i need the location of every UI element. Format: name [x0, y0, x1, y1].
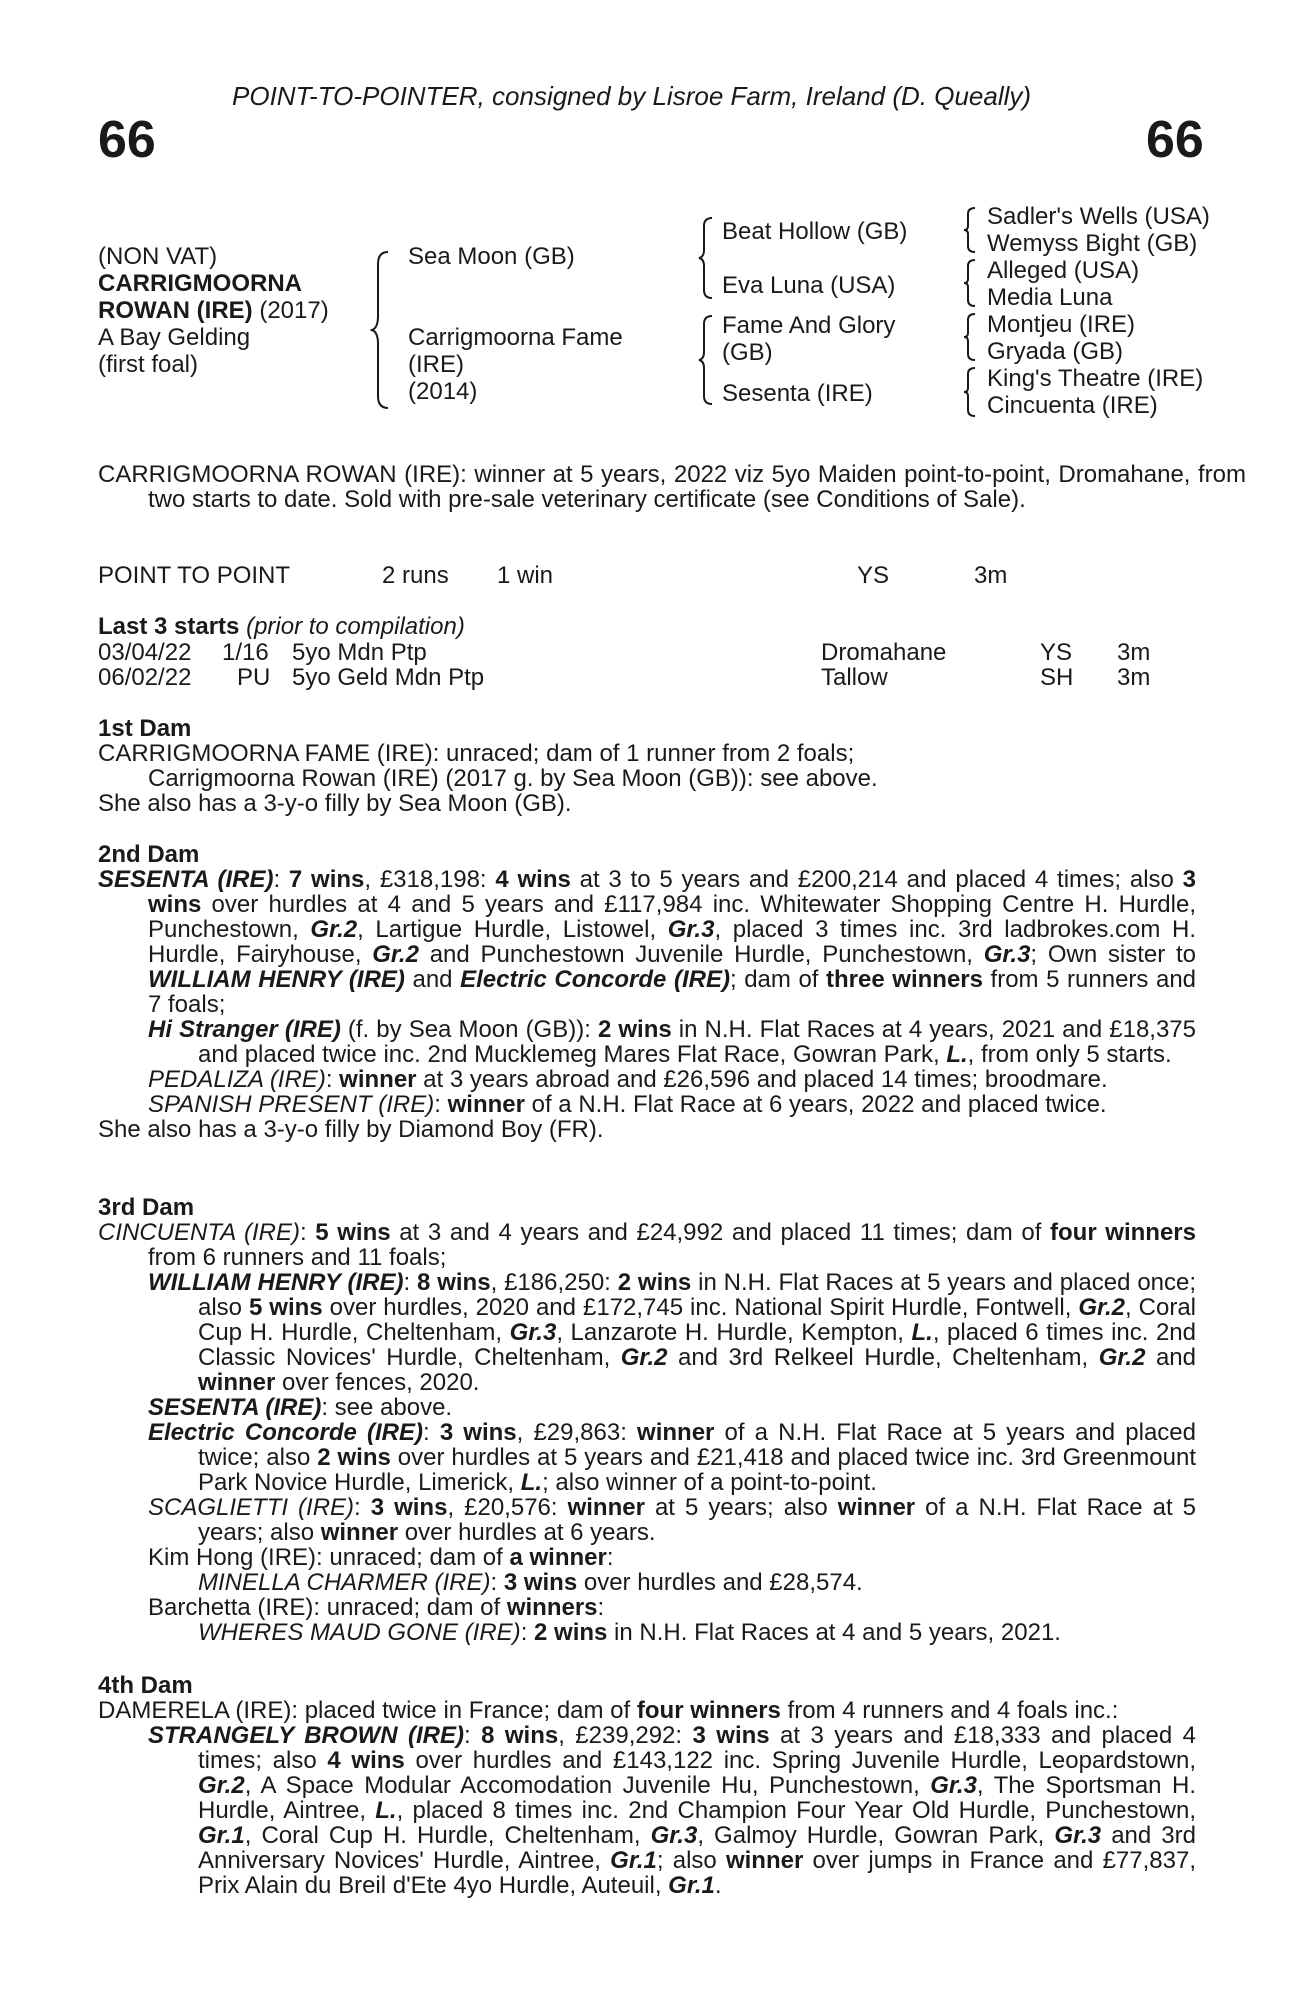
grade: L.	[911, 1319, 933, 1346]
fourth-dam-heading: 4th Dam	[98, 1672, 193, 1699]
strangely-brown-paragraph	[98, 1723, 1196, 1898]
winners-count: four winners	[1050, 1219, 1196, 1246]
start-position: PU	[237, 664, 271, 691]
text: DAMERELA (IRE): placed twice in France; dam of	[98, 1697, 637, 1724]
text: :	[520, 1619, 535, 1646]
grade: Gr.1	[198, 1822, 245, 1849]
text: , placed 3 times inc. 3rd ladbrokes.com H. Hurdle, Fairyhouse,	[148, 916, 1196, 968]
start-course: Dromahane	[821, 639, 947, 666]
wins: 3 wins	[439, 1419, 517, 1446]
text: ; also	[656, 1847, 726, 1874]
wins: 7 wins	[288, 866, 365, 893]
wins: 3 wins	[692, 1722, 770, 1749]
text: and	[404, 966, 461, 993]
text: and 3rd Anniversary Novices' Hurdle, Aintree,	[198, 1822, 1196, 1874]
winner: winner	[725, 1847, 804, 1874]
grade: Gr.2	[1098, 1344, 1146, 1371]
dam-line1: Carrigmoorna Fame	[408, 324, 623, 351]
text: over hurdles, 2020 and £172,745 inc. National Spirit Hurdle, Fontwell,	[322, 1294, 1079, 1321]
text: Kim Hong (IRE): unraced; dam of	[148, 1544, 510, 1571]
progeny-name: WILLIAM HENRY (IRE)	[148, 1269, 404, 1296]
scaglietti-paragraph	[98, 1495, 1196, 1545]
wins: 2 wins	[317, 1444, 391, 1471]
sire-sire: Beat Hollow (GB)	[722, 218, 908, 245]
brace-g1	[962, 206, 978, 254]
text: , from only 5 starts.	[967, 1041, 1172, 1068]
start-date: 03/04/22	[98, 639, 192, 666]
sesenta-ref-line	[98, 1395, 1196, 1420]
text: in N.H. Flat Races at 4 and 5 years, 2021.	[607, 1619, 1061, 1646]
brace-sire-parents	[697, 216, 715, 300]
grade: Gr.3	[650, 1822, 698, 1849]
last-starts-heading-line	[98, 614, 465, 639]
text: :	[403, 1269, 418, 1296]
third-dam-heading: 3rd Dam	[98, 1194, 195, 1221]
brace-parents	[370, 250, 392, 410]
wins: 4 wins	[327, 1747, 405, 1774]
dam-name: CINCUENTA (IRE)	[98, 1219, 300, 1246]
text: , Coral Cup H. Hurdle, Cheltenham,	[244, 1822, 651, 1849]
winner: winner	[339, 1066, 417, 1093]
wins: 3 wins	[148, 866, 1197, 918]
start-distance: 3m	[1117, 664, 1151, 691]
text: , Lanzarote H. Hurdle, Kempton,	[556, 1319, 912, 1346]
text: , Galmoy Hurdle, Gowran Park,	[697, 1822, 1055, 1849]
text: (f. by Sea Moon (GB)):	[340, 1016, 598, 1043]
text: : see above.	[321, 1394, 453, 1421]
grade: Gr.3	[667, 916, 715, 943]
text: .	[714, 1872, 722, 1899]
text: , £20,576:	[447, 1494, 568, 1521]
text: , A Space Modular Accomodation Juvenile Hu, Punchestown,	[244, 1772, 931, 1799]
horse-note: (first foal)	[98, 351, 199, 378]
lot-number-left: 66	[98, 111, 156, 169]
grade: Gr.2	[372, 941, 419, 968]
first-dam-section	[98, 716, 1196, 816]
text: over hurdles and £28,574.	[577, 1569, 863, 1596]
grade: Gr.3	[509, 1319, 557, 1346]
brace-g2	[962, 258, 978, 308]
text: in N.H. Flat Races at 4 years, 2021 and £18,375 and placed twice inc. 2nd Mucklemeg Mares Flat Race, Gowran Park,	[198, 1016, 1197, 1068]
grade: Gr.1	[610, 1847, 657, 1874]
start-date: 06/02/22	[98, 664, 192, 691]
wins: 3 wins	[370, 1494, 448, 1521]
text: over fences, 2020.	[275, 1369, 480, 1396]
text: from 4 runners and 4 foals inc.:	[780, 1697, 1119, 1724]
first-dam-line1: CARRIGMOORNA FAME (IRE): unraced; dam of 1 runner from 2 foals;	[98, 740, 855, 767]
text: , The Sportsman H. Hurdle, Aintree,	[198, 1772, 1196, 1824]
start-going: YS	[1040, 639, 1073, 666]
start-going: SH	[1040, 664, 1074, 691]
text: :	[423, 1419, 440, 1446]
wheres-maud-gone-line	[98, 1620, 1196, 1645]
pedaliza-line	[98, 1067, 1196, 1092]
text: :	[354, 1494, 371, 1521]
sire-dam: Eva Luna (USA)	[722, 272, 896, 299]
third-dam-section	[98, 1195, 1196, 1645]
sibling-name: WILLIAM HENRY (IRE)	[148, 966, 405, 993]
dam-line3: (2014)	[408, 378, 478, 405]
sire: Sea Moon (GB)	[408, 243, 575, 270]
dam-sire-line1: Fame And Glory	[722, 312, 896, 339]
grade: Gr.2	[198, 1772, 245, 1799]
grade: L.	[375, 1797, 397, 1824]
second-dam-also: She also has a 3-y-o filly by Diamond Boy (FR).	[98, 1116, 604, 1143]
record-runs: 2 runs	[382, 562, 449, 589]
progeny-name: Electric Concorde (IRE)	[148, 1419, 423, 1446]
text: over hurdles at 5 years and £21,418 and placed twice inc. 3rd Greenmount Park Novice Hurdle, Limerick,	[198, 1444, 1197, 1496]
g7-kings-theatre: King's Theatre (IRE)	[987, 365, 1204, 392]
text: over jumps in France and £77,837, Prix Alain du Breil d'Ete 4yo Hurdle, Auteuil,	[198, 1847, 1196, 1899]
william-henry-paragraph	[98, 1270, 1196, 1395]
text: at 3 years abroad and £26,596 and placed 14 times; broodmare.	[416, 1066, 1108, 1093]
text: , Lartigue Hurdle, Listowel,	[357, 916, 668, 943]
text: , placed 6 times inc. 2nd Classic Novices' Hurdle, Cheltenham,	[198, 1319, 1196, 1371]
progeny-name: WHERES MAUD GONE (IRE)	[198, 1619, 521, 1646]
text: ; also winner of a point-to-point.	[542, 1469, 877, 1496]
winner: winner	[198, 1369, 276, 1396]
text: from 5 runners and 7 foals;	[148, 966, 1197, 1018]
text: , £29,863:	[516, 1419, 638, 1446]
wins: 2 wins	[534, 1619, 608, 1646]
text: :	[299, 1219, 316, 1246]
grade: Gr.1	[668, 1872, 715, 1899]
text: Barchetta (IRE): unraced; dam of	[148, 1594, 507, 1621]
progeny-name: SESENTA (IRE)	[148, 1394, 322, 1421]
first-dam-line2: Carrigmoorna Rowan (IRE) (2017 g. by Sea Moon (GB)): see above.	[148, 765, 878, 792]
kim-hong-line	[98, 1545, 1196, 1570]
dam-line2: (IRE)	[408, 351, 464, 378]
grade: Gr.3	[1054, 1822, 1102, 1849]
text: in N.H. Flat Races at 5 years and placed once; also	[198, 1269, 1197, 1321]
first-dam-line3: She also has a 3-y-o filly by Sea Moon (GB).	[98, 790, 572, 817]
text: :	[597, 1594, 605, 1621]
text: :	[606, 1544, 614, 1571]
grade: Gr.2	[1078, 1294, 1126, 1321]
text: of a N.H. Flat Race at 5 years and placed twice; also	[198, 1419, 1196, 1471]
progeny-name: Hi Stranger (IRE)	[148, 1016, 341, 1043]
text: , Coral Cup H. Hurdle, Cheltenham,	[198, 1294, 1197, 1346]
horse-name-line1: CARRIGMOORNA	[98, 270, 302, 297]
grade: L.	[946, 1041, 968, 1068]
text: , £239,292:	[558, 1722, 693, 1749]
text: at 5 years; also	[644, 1494, 838, 1521]
text: at 3 to 5 years and £200,214 and placed 4 times; also	[570, 866, 1183, 893]
text: ; Own sister to	[1030, 941, 1197, 968]
damerela-line	[98, 1698, 1196, 1723]
text: , £318,198:	[364, 866, 496, 893]
horse-name-line2-wrap	[98, 298, 329, 323]
text: and	[1145, 1344, 1196, 1371]
second-dam-heading: 2nd Dam	[98, 841, 200, 868]
text: :	[490, 1569, 504, 1596]
summary-paragraph: CARRIGMOORNA ROWAN (IRE): winner at 5 years, 2022 viz 5yo Maiden point-to-point, Dromahane, from two starts to date. Sold with pre-sale veterinary certificate (see Conditions of Sale).	[98, 461, 1246, 513]
start-race: 5yo Mdn Ptp	[292, 639, 427, 666]
grade: L.	[520, 1469, 543, 1496]
text: of a N.H. Flat Race at 6 years, 2022 and placed twice.	[524, 1091, 1107, 1118]
wins: 8 wins	[481, 1722, 559, 1749]
grade: Gr.3	[930, 1772, 977, 1799]
text: at 3 years and £18,333 and placed 4 times; also	[198, 1722, 1197, 1774]
horse-description: A Bay Gelding	[98, 324, 251, 351]
text: :	[434, 1091, 448, 1118]
text: and Punchestown Juvenile Hurdle, Punchestown,	[418, 941, 984, 968]
text: and 3rd Relkeel Hurdle, Cheltenham,	[667, 1344, 1099, 1371]
g8-cincuenta: Cincuenta (IRE)	[987, 392, 1158, 419]
text: at 3 and 4 years and £24,992 and placed 11 times; dam of	[390, 1219, 1051, 1246]
winners-count: winners	[506, 1594, 598, 1621]
hi-stranger-paragraph	[98, 1017, 1196, 1067]
record-wins: 1 win	[497, 562, 554, 589]
g3-alleged: Alleged (USA)	[987, 257, 1140, 284]
wins: 2 wins	[597, 1016, 672, 1043]
dam-name: SESENTA (IRE)	[98, 866, 274, 893]
g6-gryada: Gryada (GB)	[987, 338, 1124, 365]
wins: 2 wins	[617, 1269, 692, 1296]
lot-number-right: 66	[1146, 111, 1204, 169]
winners-count: four winners	[636, 1697, 781, 1724]
text: ; dam of	[729, 966, 827, 993]
wins: 8 wins	[417, 1269, 491, 1296]
text: over hurdles at 6 years.	[398, 1519, 656, 1546]
winner: winner	[837, 1494, 916, 1521]
grade: Gr.3	[983, 941, 1031, 968]
wins: 5 wins	[249, 1294, 323, 1321]
dam-sire-line2: (GB)	[722, 339, 773, 366]
g1-sadlers-wells: Sadler's Wells (USA)	[987, 203, 1210, 230]
first-dam-heading: 1st Dam	[98, 715, 192, 742]
brace-dam-parents	[697, 314, 715, 406]
text: , placed 8 times inc. 2nd Champion Four Year Old Hurdle, Punchestown,	[396, 1797, 1197, 1824]
text: over hurdles and £143,122 inc. Spring Juvenile Hurdle, Leopardstown,	[404, 1747, 1196, 1774]
text: , £186,250:	[490, 1269, 618, 1296]
g2-wemyss-bight: Wemyss Bight (GB)	[987, 230, 1198, 257]
horse-year: (2017)	[259, 297, 329, 324]
progeny-name: STRANGELY BROWN (IRE)	[148, 1722, 464, 1749]
minella-charmer-line	[98, 1570, 1196, 1595]
progeny-name: SPANISH PRESENT (IRE)	[148, 1091, 435, 1118]
cincuenta-paragraph	[98, 1220, 1196, 1270]
grade: Gr.2	[310, 916, 358, 943]
last-starts-heading: Last 3 starts	[98, 613, 240, 640]
dam-dam: Sesenta (IRE)	[722, 380, 873, 407]
last-starts-subheading: (prior to compilation)	[246, 613, 465, 640]
record-label: POINT TO POINT	[98, 562, 291, 589]
second-dam-section	[98, 842, 1196, 1142]
barchetta-line	[98, 1595, 1196, 1620]
fourth-dam-section	[98, 1673, 1196, 1898]
text: :	[273, 866, 289, 893]
grade: Gr.2	[620, 1344, 668, 1371]
electric-concorde-paragraph	[98, 1420, 1196, 1495]
sibling-name: Electric Concorde (IRE)	[460, 966, 730, 993]
winner: winner	[447, 1091, 525, 1118]
winner: winner	[567, 1494, 645, 1521]
progeny-name: PEDALIZA (IRE)	[148, 1066, 326, 1093]
brace-g4	[962, 366, 978, 418]
vat-status: (NON VAT)	[98, 243, 218, 270]
winners-count: a winner	[509, 1544, 607, 1571]
progeny-name: MINELLA CHARMER (IRE)	[198, 1569, 491, 1596]
brace-g3	[962, 312, 978, 362]
text: of a N.H. Flat Race at 5 years; also	[198, 1494, 1197, 1546]
horse-name-line2: ROWAN (IRE)	[98, 297, 253, 324]
record-distance: 3m	[974, 562, 1008, 589]
spanish-present-line	[98, 1092, 1196, 1117]
winner: winner	[320, 1519, 399, 1546]
text: over hurdles at 4 and 5 years and £117,984 inc. Whitewater Shopping Centre H. Hurdle, Punchestown,	[148, 891, 1196, 943]
sesenta-paragraph	[98, 867, 1196, 1017]
text: from 6 runners and 11 foals;	[148, 1244, 447, 1271]
text: :	[463, 1722, 482, 1749]
page-headline: POINT-TO-POINTER, consigned by Lisroe Farm, Ireland (D. Queally)	[232, 81, 1032, 111]
wins: 5 wins	[315, 1219, 391, 1246]
winners-count: three winners	[826, 966, 983, 993]
start-course: Tallow	[821, 664, 888, 691]
winner: winner	[637, 1419, 715, 1446]
start-race: 5yo Geld Mdn Ptp	[292, 664, 485, 691]
wins: 4 wins	[495, 866, 571, 893]
start-distance: 3m	[1117, 639, 1151, 666]
start-position: 1/16	[222, 639, 269, 666]
g5-montjeu: Montjeu (IRE)	[987, 311, 1136, 338]
g4-media-luna: Media Luna	[987, 284, 1113, 311]
text: :	[325, 1066, 340, 1093]
wins: 3 wins	[503, 1569, 578, 1596]
progeny-name: SCAGLIETTI (IRE)	[148, 1494, 355, 1521]
record-going: YS	[857, 562, 890, 589]
